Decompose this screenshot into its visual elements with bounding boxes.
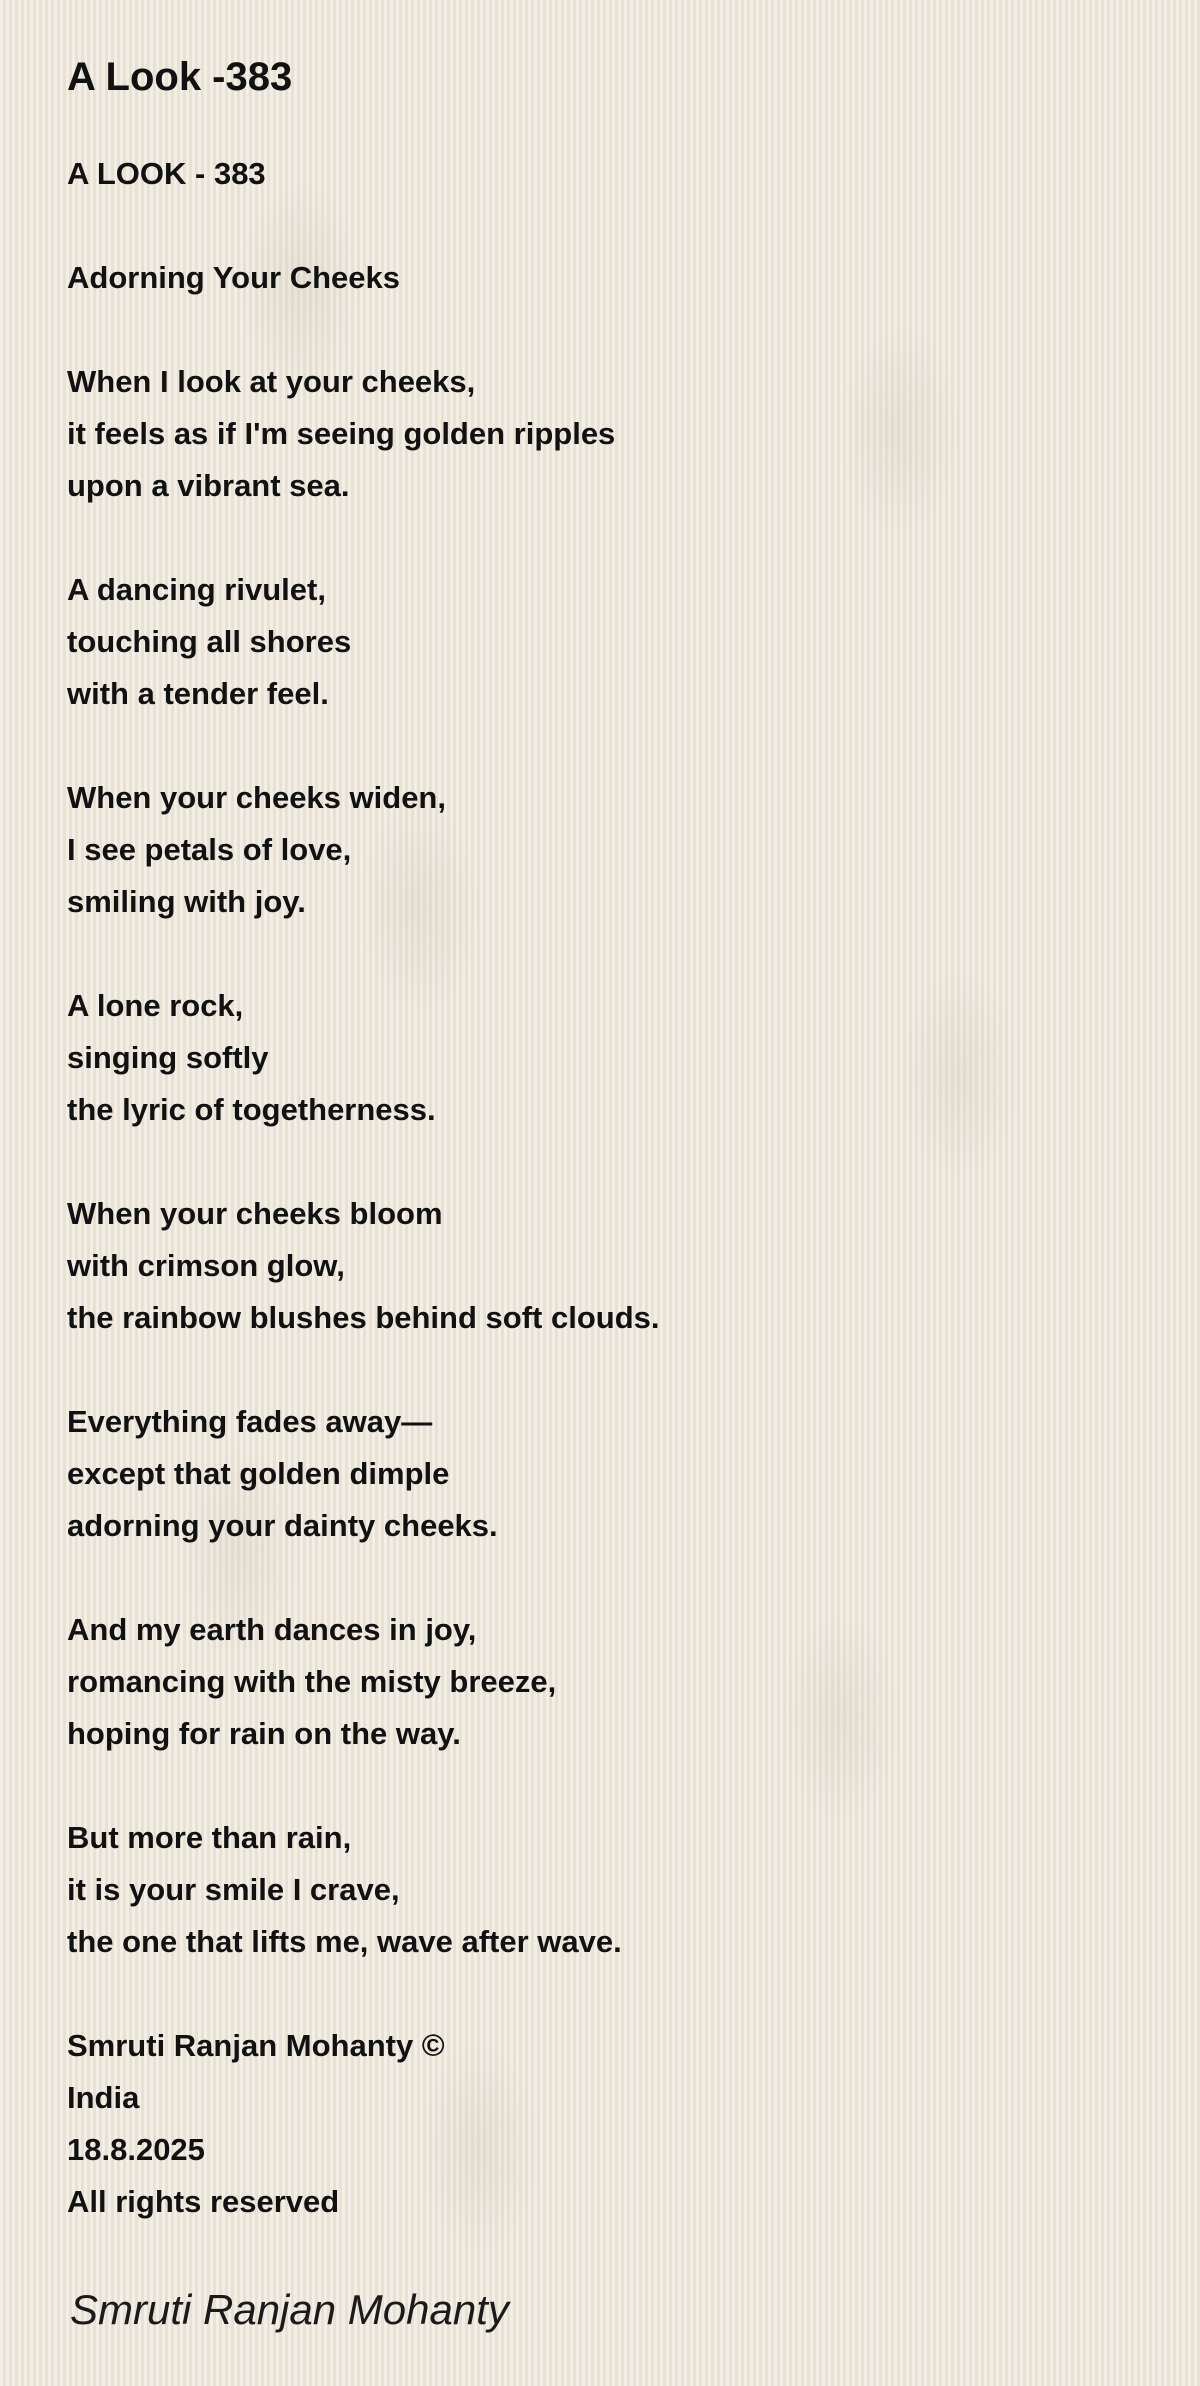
stanza-break <box>67 720 1147 772</box>
stanza-break <box>67 512 1147 564</box>
stanza-break <box>67 1136 1147 1188</box>
stanza-break <box>67 1344 1147 1396</box>
poem-line: romancing with the misty breeze, <box>67 1664 557 1699</box>
poem-line: A lone rock, <box>67 988 244 1023</box>
stanza-break <box>67 304 1147 356</box>
stanza-break <box>67 1968 1147 2020</box>
poem-line: Everything fades away— <box>67 1404 433 1439</box>
poem-line: it is your smile I crave, <box>67 1872 400 1907</box>
poem-line: A LOOK - 383 <box>67 156 266 191</box>
poem-line: I see petals of love, <box>67 832 352 867</box>
poem-line: adorning your dainty cheeks. <box>67 1508 498 1543</box>
poem-line: the lyric of togetherness. <box>67 1092 436 1127</box>
poem-line: When your cheeks bloom <box>67 1196 443 1231</box>
stanza-break <box>67 1760 1147 1812</box>
poem-line: When your cheeks widen, <box>67 780 446 815</box>
author-signature: Smruti Ranjan Mohanty <box>70 2286 509 2333</box>
poem-line: it feels as if I'm seeing golden ripples <box>67 416 616 451</box>
poem-title: A Look -383 <box>67 55 293 99</box>
poem-line: But more than rain, <box>67 1820 352 1855</box>
poem-line: except that golden dimple <box>67 1456 450 1491</box>
poem-line: the one that lifts me, wave after wave. <box>67 1924 622 1959</box>
poem-line: touching all shores <box>67 624 352 659</box>
poem-line: singing softly <box>67 1040 269 1075</box>
poem-line: the rainbow blushes behind soft clouds. <box>67 1300 660 1335</box>
poem-line: 18.8.2025 <box>67 2132 205 2167</box>
stanza-break <box>67 1552 1147 1604</box>
stanza-break <box>67 200 1147 252</box>
poem-line: with crimson glow, <box>67 1248 345 1283</box>
stanza-break <box>67 928 1147 980</box>
poem-line: upon a vibrant sea. <box>67 468 350 503</box>
poem-line: A dancing rivulet, <box>67 572 326 607</box>
poem-line: Adorning Your Cheeks <box>67 260 401 295</box>
poem-line: with a tender feel. <box>67 676 329 711</box>
poem-line: hoping for rain on the way. <box>67 1716 461 1751</box>
poem-line: And my earth dances in joy, <box>67 1612 477 1647</box>
poem-line: All rights reserved <box>67 2184 340 2219</box>
poem-line: Smruti Ranjan Mohanty © <box>67 2028 445 2063</box>
poem-line: India <box>67 2080 140 2115</box>
poem-body <box>67 148 1147 2228</box>
poem-line: smiling with joy. <box>67 884 306 919</box>
poem-line: When I look at your cheeks, <box>67 364 476 399</box>
